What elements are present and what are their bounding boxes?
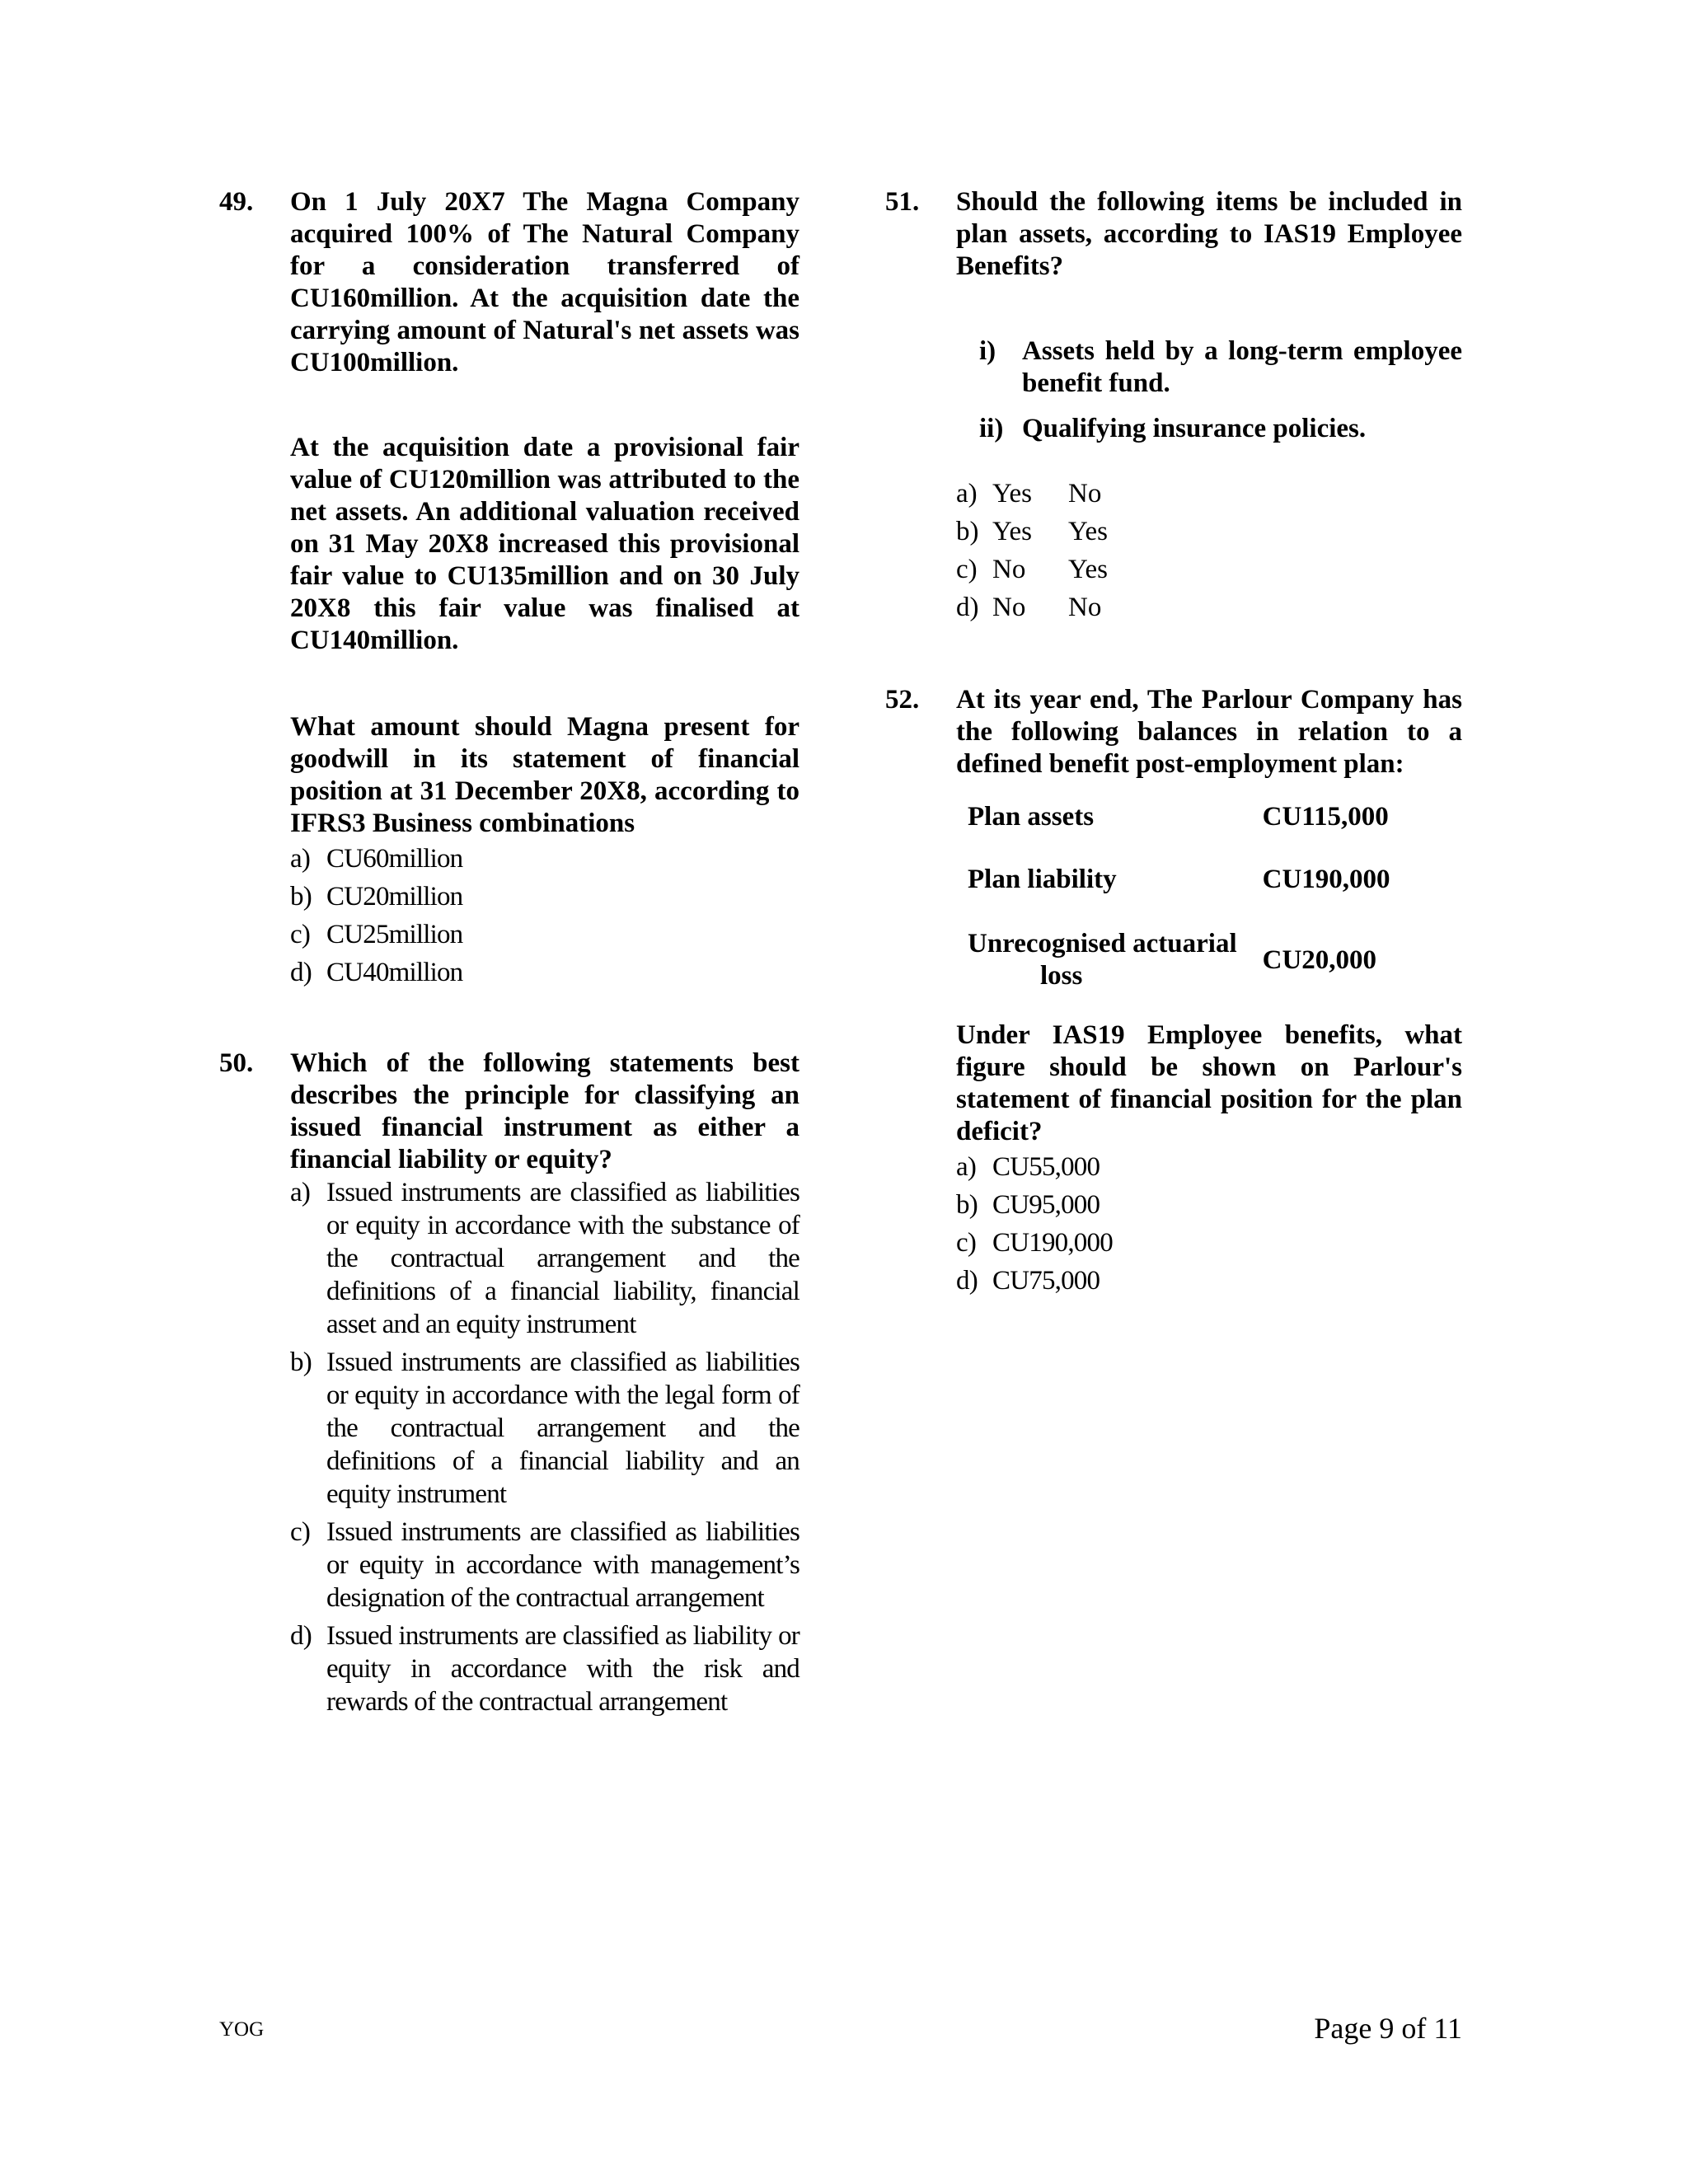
table-cell-item-line: Unrecognised actuarial <box>968 929 1237 958</box>
question-50 <box>219 1047 799 1718</box>
option-text: CU75,000 <box>992 1266 1100 1296</box>
answer-option <box>956 1262 1462 1300</box>
option-answer-ii: No <box>1068 593 1102 622</box>
option-text: CU190,000 <box>992 1228 1113 1258</box>
answer-option <box>290 878 799 916</box>
option-label: a) <box>290 1178 311 1207</box>
table-cell-amount: CU20,000 <box>1262 944 1377 975</box>
answer-option <box>956 551 1462 588</box>
option-label: b) <box>956 1190 978 1220</box>
option-label: d) <box>290 1621 312 1651</box>
option-answer-i: Yes <box>992 517 1033 546</box>
answer-option <box>290 916 799 954</box>
option-label: b) <box>956 517 979 546</box>
list-item <box>979 335 1462 400</box>
question-52 <box>885 684 1462 1300</box>
question-text: Which of the following statements best describes the principle for classifying an issued financial instrument as either a financial liability or equity? <box>290 1048 799 1174</box>
question-text: At its year end, The Parlour Company has the following balances in relation to a defined benefit post-employment plan: <box>956 685 1462 779</box>
table-row <box>968 792 1462 841</box>
option-text: CU95,000 <box>992 1190 1100 1220</box>
question-prompt: Under IAS19 Employee benefits, what figure should be shown on Parlour's statement of financial position for the plan deficit? <box>956 1020 1462 1146</box>
answer-option <box>956 513 1462 551</box>
option-label: d) <box>956 1266 978 1296</box>
left-column <box>219 186 799 1723</box>
option-label: d) <box>290 958 312 987</box>
question-number: 50. <box>219 1048 254 1078</box>
answer-options <box>290 1176 799 1718</box>
answer-option <box>956 1224 1462 1262</box>
table-cell-amount: CU115,000 <box>1262 801 1389 832</box>
table-cell-item: Plan liability <box>968 864 1117 894</box>
answer-option <box>956 588 1462 626</box>
option-label: a) <box>956 479 978 509</box>
table-row <box>968 917 1462 1003</box>
option-answer-i: No <box>992 555 1026 584</box>
answer-option <box>956 475 1462 513</box>
answer-option <box>290 954 799 991</box>
answer-options <box>956 1148 1462 1300</box>
answer-options <box>290 840 799 991</box>
answer-option <box>290 1619 799 1718</box>
table-cell-item <box>968 917 1263 1003</box>
option-answer-ii: No <box>1068 479 1102 509</box>
item-text: Qualifying insurance policies. <box>1022 414 1367 443</box>
option-text: CU25million <box>326 920 463 949</box>
question-prompt: What amount should Magna present for goodwill in its statement of financial position at 31 December 20X8, according to IFRS3 Business combinations <box>290 712 799 838</box>
right-column <box>885 186 1462 1300</box>
option-label: a) <box>956 1152 977 1182</box>
question-number: 52. <box>885 685 920 715</box>
option-text: Issued instruments are classified as liabilities or equity in accordance with the substance of the contractual arrangement and the definitions of a financial liability, financial asset and an equity instrument <box>326 1178 799 1339</box>
table-row <box>968 841 1462 917</box>
question-text: At the acquisition date a provisional fair value of CU120million was attributed to the net assets. An additional valuation received on 31 May 20X8 increased this provisional fair value to CU135million and on 30 July 20X8 this fair value was finalised at CU140million. <box>290 433 799 655</box>
option-label: c) <box>290 920 311 949</box>
option-text: Issued instruments are classified as liability or equity in accordance with the risk and rewards of the contractual arrangement <box>326 1621 799 1717</box>
option-label: b) <box>290 882 312 912</box>
option-label: c) <box>956 555 978 584</box>
option-label: c) <box>956 1228 977 1258</box>
option-text: CU40million <box>326 958 463 987</box>
answer-option <box>956 1186 1462 1224</box>
item-label: i) <box>979 336 996 366</box>
option-label: d) <box>956 593 979 622</box>
option-label: b) <box>290 1347 312 1377</box>
option-text: CU20million <box>326 882 463 912</box>
option-text: Issued instruments are classified as liabilities or equity in accordance with the legal form of the contractual arrangement and the definitions of a financial liability and an equity instrument <box>326 1347 799 1509</box>
question-text: On 1 July 20X7 The Magna Company acquired 100% of The Natural Company for a consideration transferred of CU160million. At the acquisition date the carrying amount of Natural's net assets was CU100million. <box>290 187 799 377</box>
table-cell-amount: CU190,000 <box>1262 864 1390 894</box>
option-answer-ii: Yes <box>1068 517 1109 546</box>
question-number: 51. <box>885 187 920 217</box>
page-number: Page 9 of 11 <box>1314 2012 1462 2045</box>
option-text: CU55,000 <box>992 1152 1100 1182</box>
answer-option <box>290 1346 799 1511</box>
table-cell-item: Plan assets <box>968 801 1095 832</box>
answer-options <box>956 475 1462 626</box>
item-label: ii) <box>979 414 1004 443</box>
question-text: Should the following items be included in plan assets, according to IAS19 Employee Benefits? <box>956 187 1462 281</box>
option-label: c) <box>290 1517 311 1547</box>
answer-option <box>290 1516 799 1615</box>
answer-option <box>956 1148 1462 1186</box>
table-cell-item-line: loss <box>1040 961 1083 991</box>
question-49 <box>219 186 799 991</box>
item-list <box>979 335 1462 445</box>
question-number: 49. <box>219 187 254 217</box>
option-answer-i: No <box>992 593 1026 622</box>
option-text: Issued instruments are classified as liabilities or equity in accordance with management’s designation of the contractual arrangement <box>326 1517 799 1613</box>
answer-option <box>290 840 799 878</box>
answer-option <box>290 1176 799 1341</box>
option-answer-ii: Yes <box>1068 555 1109 584</box>
item-text: Assets held by a long-term employee benefit fund. <box>1022 336 1462 398</box>
footer-code: YOG <box>219 2018 265 2041</box>
question-51 <box>885 186 1462 626</box>
option-answer-i: Yes <box>992 479 1033 509</box>
list-item <box>979 413 1462 445</box>
option-label: a) <box>290 844 311 874</box>
option-text: CU60million <box>326 844 463 874</box>
balances-table <box>968 792 1462 1003</box>
